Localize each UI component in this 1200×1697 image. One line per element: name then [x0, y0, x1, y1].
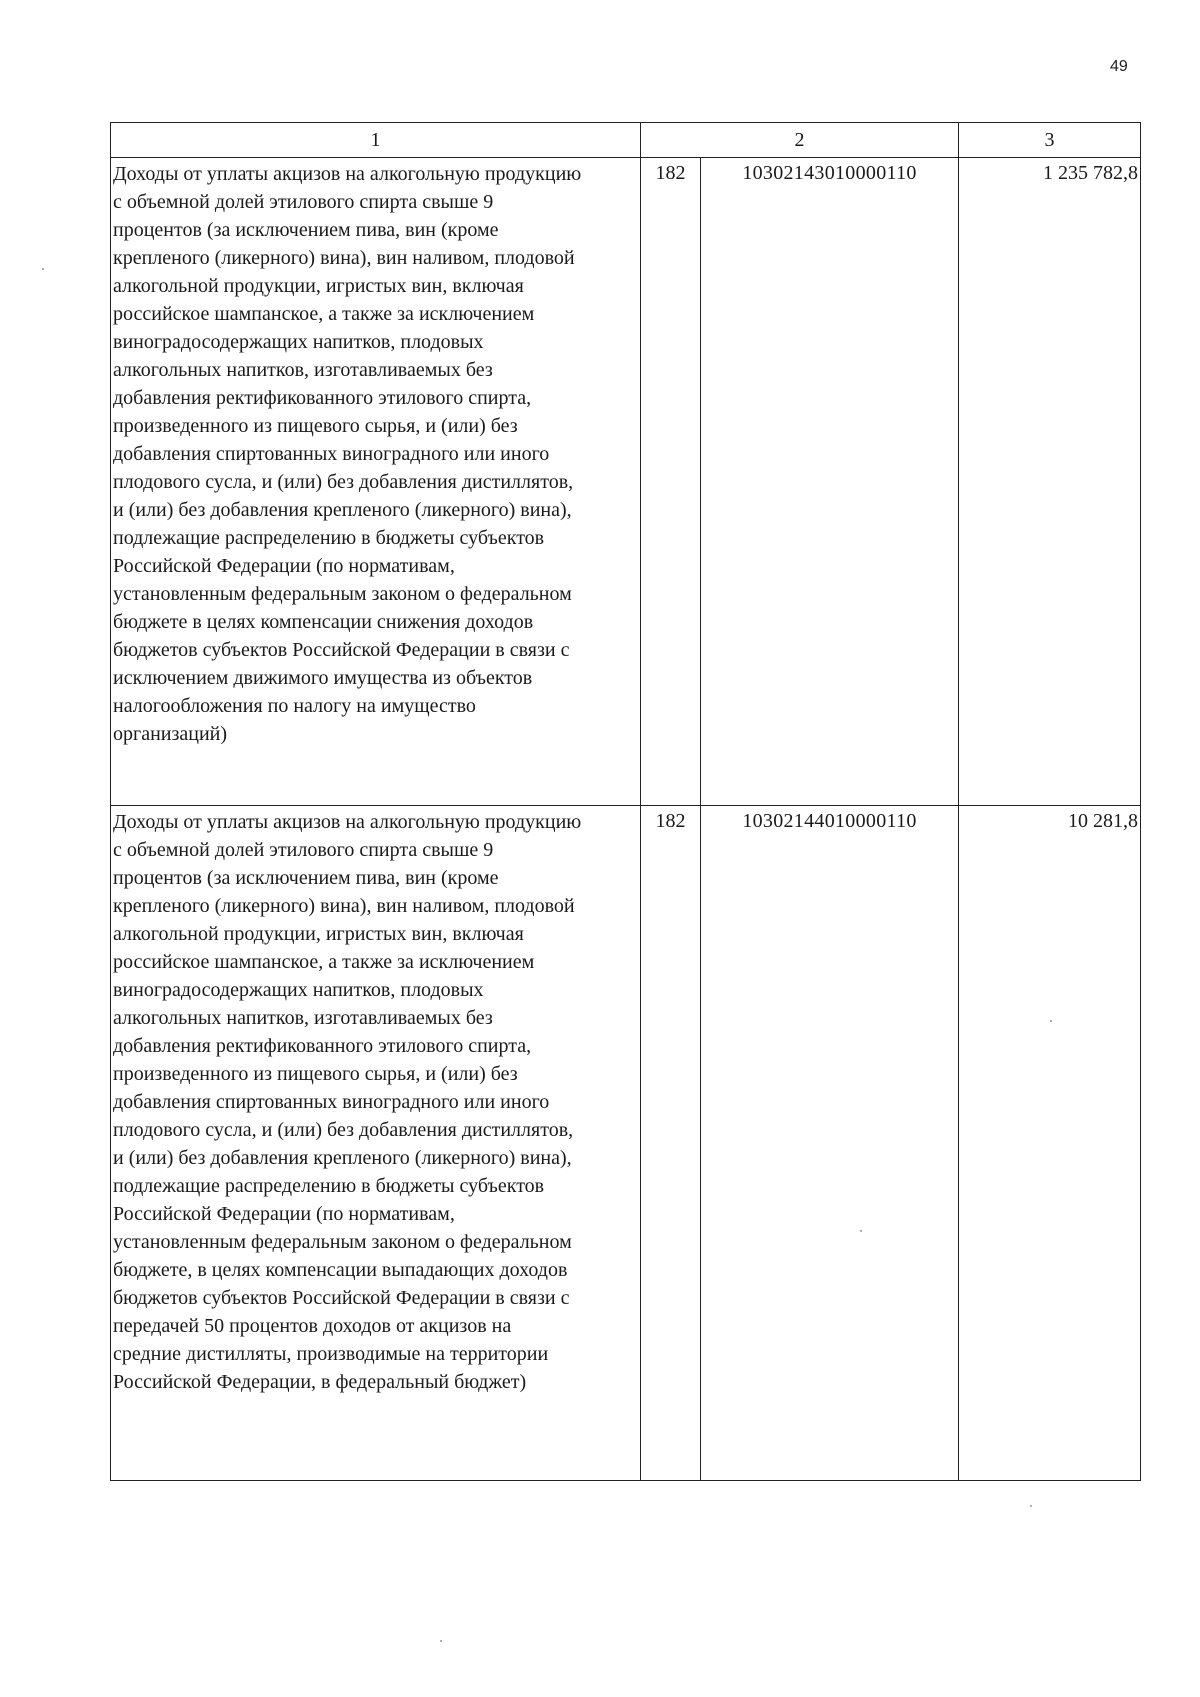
table-header-row	[111, 123, 1141, 158]
table-row	[111, 158, 1141, 806]
revenue-amount: 1 235 782,8	[959, 158, 1141, 806]
revenue-amount: 10 281,8	[959, 806, 1141, 1481]
header-col-1: 1	[111, 123, 641, 158]
scan-speck	[42, 268, 44, 270]
table-row	[111, 806, 1141, 1481]
page-number: 49	[1110, 58, 1128, 75]
header-col-2: 2	[641, 123, 959, 158]
budget-classification-code: 10302144010000110	[701, 806, 959, 1481]
scan-speck	[1030, 1505, 1032, 1507]
scan-speck	[860, 1230, 862, 1232]
scan-speck	[1050, 1020, 1052, 1022]
scan-speck	[440, 1640, 442, 1642]
administrator-code: 182	[641, 158, 701, 806]
revenue-description: Доходы от уплаты акцизов на алкогольную продукцию с объемной долей этилового спирта свыше 9 процентов (за исключением пива, вин (кроме крепленого (ликерного) вина), вин наливом, плодовой алкогольной продукции, игристых вин, включая российское шампанское, а также за исключением виноградосодержащих напитков, плодовых алкогольных напитков, изготавливаемых без добавления ректификованного этилового спирта, произведенного из пищевого сырья, и (или) без добавления спиртованных виноградного или иного плодового сусла, и (или) без добавления дистиллятов, и (или) без добавления крепленого (ликерного) вина), подлежащие распределению в бюджеты субъектов Российской Федерации (по нормативам, установленным федеральным законом о федеральном бюджете, в целях компенсации выпадающих доходов бюджетов субъектов Российской Федерации в связи с передачей 50 процентов доходов от акцизов на средние дистилляты, производимые на территории Российской Федерации, в федеральный бюджет)	[111, 806, 641, 1481]
header-col-3: 3	[959, 123, 1141, 158]
budget-classification-code: 10302143010000110	[701, 158, 959, 806]
administrator-code: 182	[641, 806, 701, 1481]
revenue-description: Доходы от уплаты акцизов на алкогольную продукцию с объемной долей этилового спирта свыше 9 процентов (за исключением пива, вин (кроме крепленого (ликерного) вина), вин наливом, плодовой алкогольной продукции, игристых вин, включая российское шампанское, а также за исключением виноградосодержащих напитков, плодовых алкогольных напитков, изготавливаемых без добавления ректификованного этилового спирта, произведенного из пищевого сырья, и (или) без добавления спиртованных виноградного или иного плодового сусла, и (или) без добавления дистиллятов, и (или) без добавления крепленого (ликерного) вина), подлежащие распределению в бюджеты субъектов Российской Федерации (по нормативам, установленным федеральным законом о федеральном бюджете в целях компенсации снижения доходов бюджетов субъектов Российской Федерации в связи с исключением движимого имущества из объектов налогообложения по налогу на имущество организаций)	[111, 158, 641, 806]
budget-revenue-table	[110, 122, 1141, 1481]
